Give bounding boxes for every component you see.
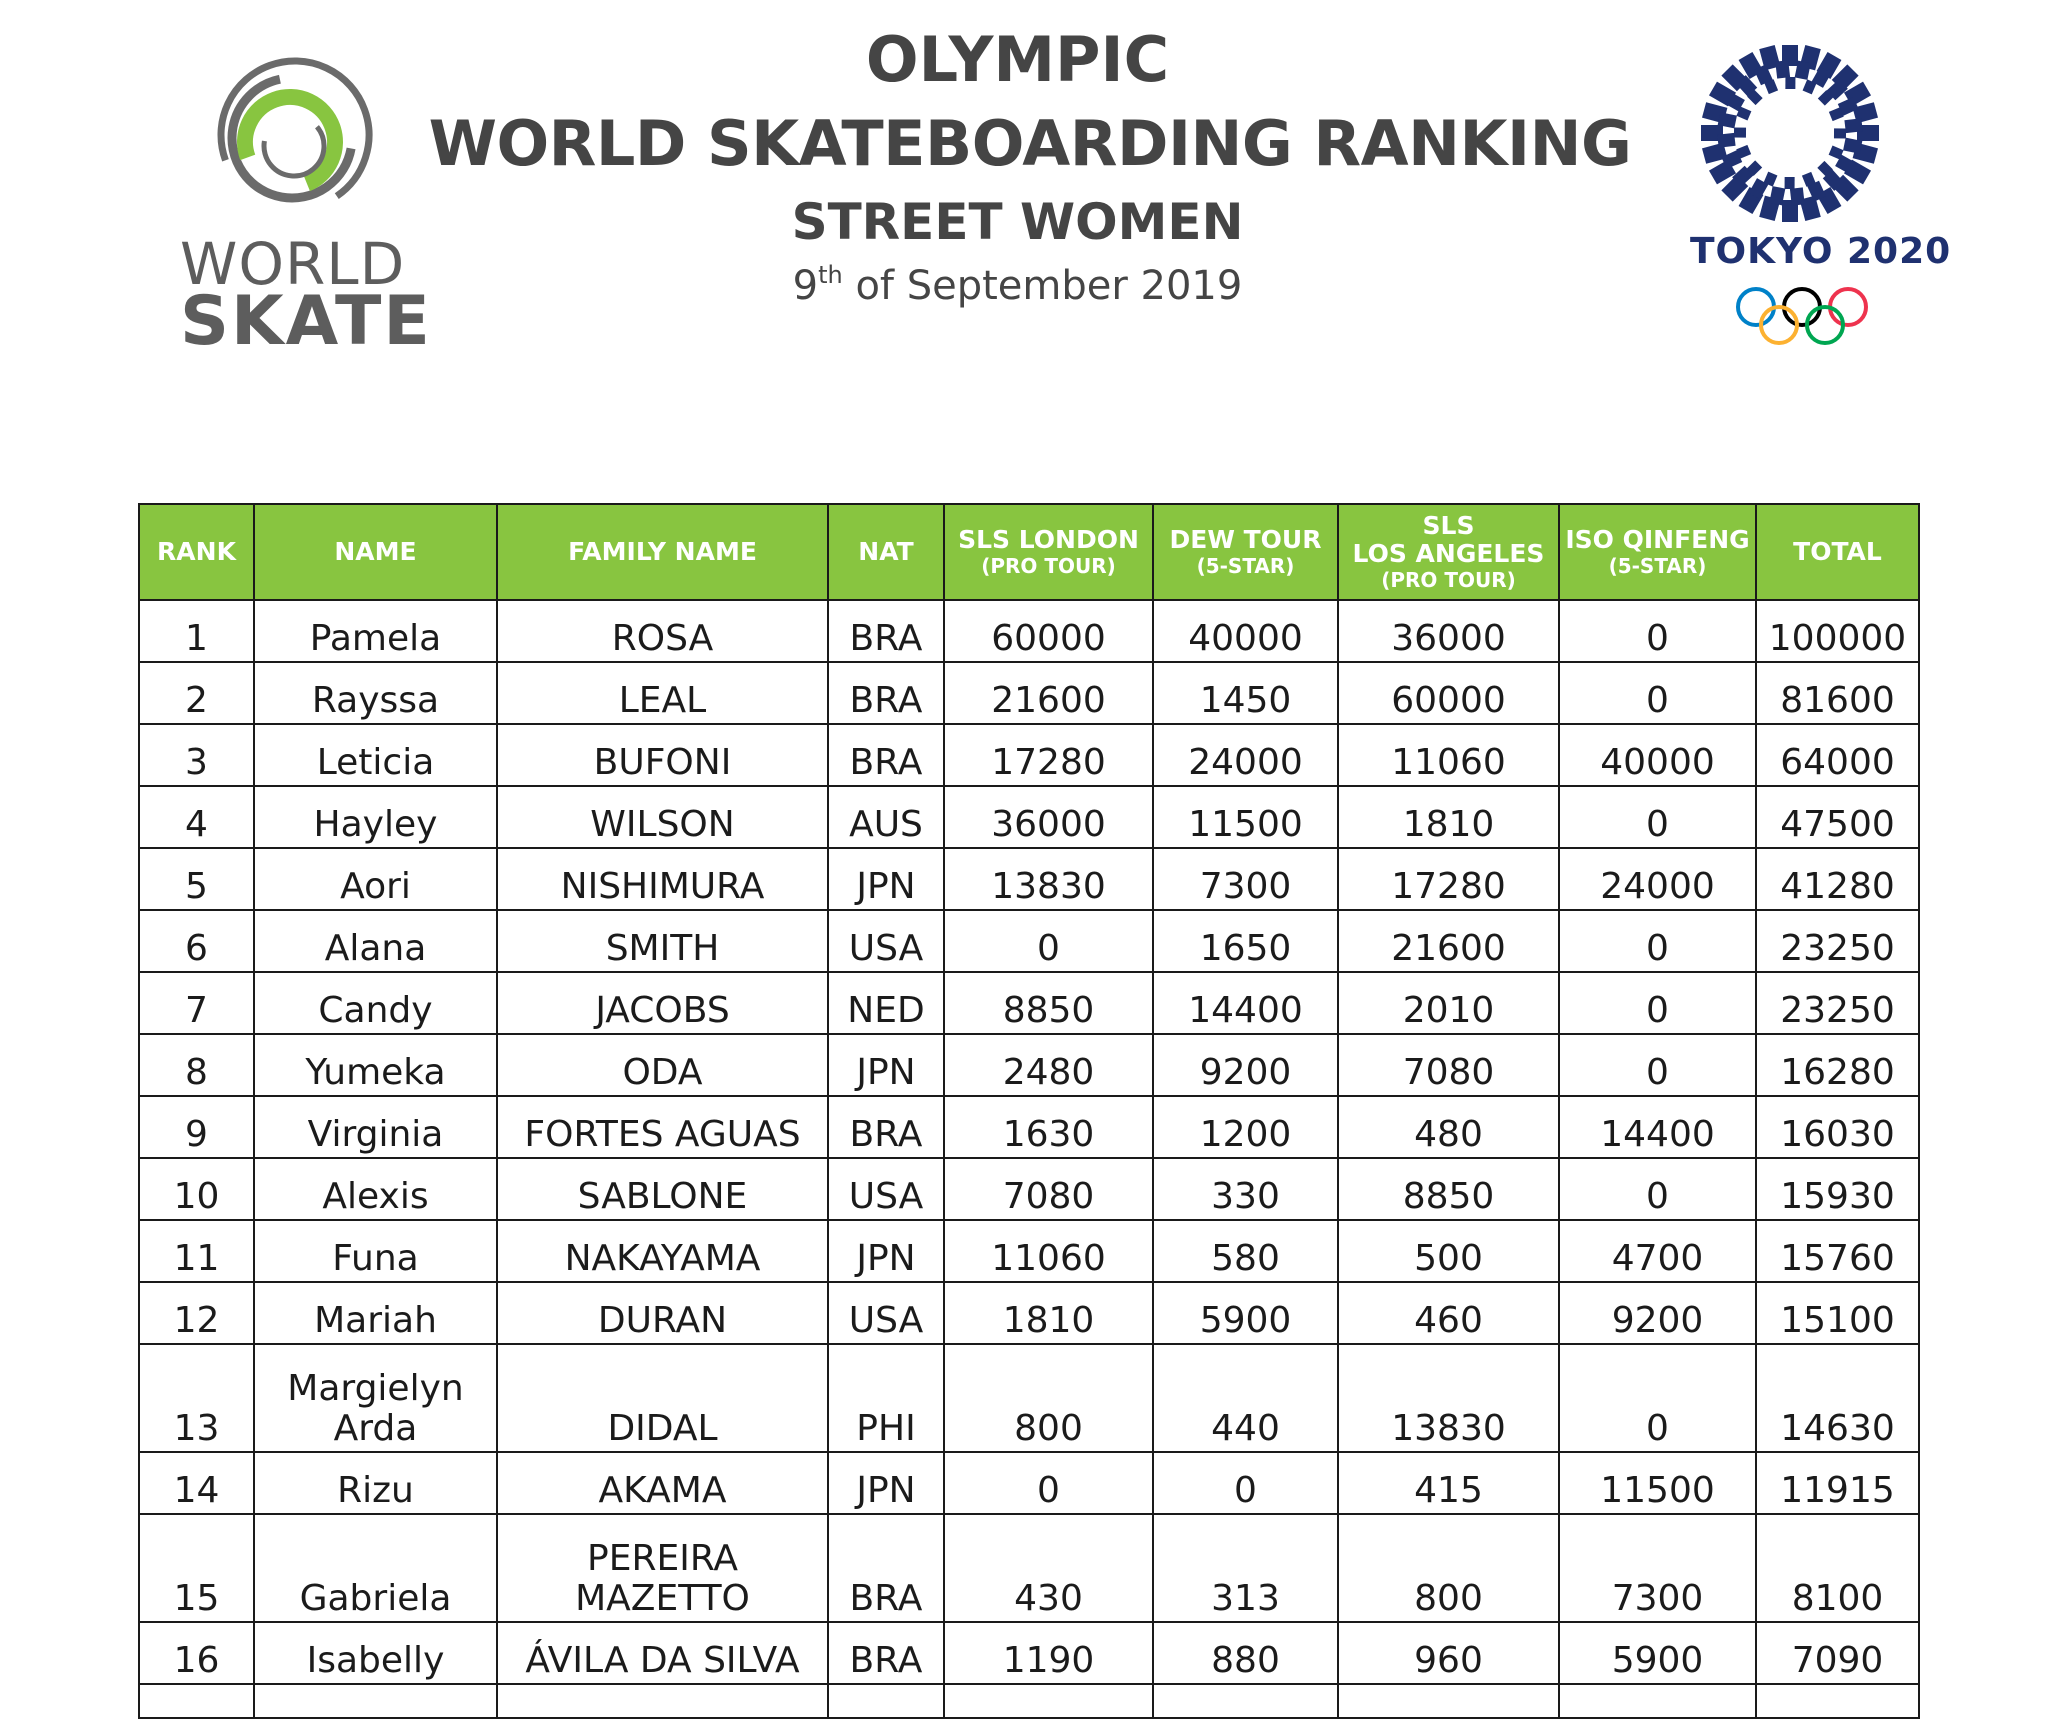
cell-total: 7090 (1756, 1622, 1919, 1684)
cell-sls-london: 8850 (944, 972, 1153, 1034)
emblem-checker (1790, 187, 1805, 205)
cell-total: 15930 (1756, 1158, 1919, 1220)
cell-total: 64000 (1756, 724, 1919, 786)
olympic-rings-icon (1732, 283, 1872, 353)
cell-nat: BRA (828, 600, 944, 662)
cell-dew-tour: 40000 (1153, 600, 1338, 662)
cell-sls-london: 17280 (944, 724, 1153, 786)
cell-name: Funa (254, 1220, 497, 1282)
cell-sls-los-angeles: 11060 (1338, 724, 1559, 786)
column-header-label: SLS (1422, 511, 1475, 540)
cell-family-name: SMITH (497, 910, 828, 972)
cell-rank: 7 (139, 972, 254, 1034)
cell-nat: JPN (828, 1452, 944, 1514)
emblem-checker (1844, 118, 1862, 133)
cell-total: 8100 (1756, 1514, 1919, 1622)
cell-sls-los-angeles: 17280 (1338, 848, 1559, 910)
cell-empty (139, 1684, 254, 1718)
cell-family-name: ÁVILA DA SILVA (497, 1622, 828, 1684)
emblem-checker (1834, 128, 1846, 138)
cell-total: 15100 (1756, 1282, 1919, 1344)
column-header-sublabel: (PRO TOUR) (981, 554, 1116, 578)
tokyo-2020-text: TOKYO 2020 (1690, 231, 1952, 272)
cell-iso-qinfeng: 7300 (1559, 1514, 1756, 1622)
cell-iso-qinfeng: 0 (1559, 1344, 1756, 1452)
world-skate-swirl-icon (210, 50, 380, 220)
cell-rank: 6 (139, 910, 254, 972)
cell-iso-qinfeng: 0 (1559, 910, 1756, 972)
cell-sls-los-angeles: 8850 (1338, 1158, 1559, 1220)
column-header-sublabel: (5-STAR) (1608, 554, 1707, 578)
cell-sls-london: 800 (944, 1344, 1153, 1452)
cell-family-name: FORTES AGUAS (497, 1096, 828, 1158)
column-header-label: LOS ANGELES (1352, 539, 1545, 568)
table-row (139, 848, 1919, 910)
cell-family-name: DURAN (497, 1282, 828, 1344)
cell-rank: 4 (139, 786, 254, 848)
cell-total: 41280 (1756, 848, 1919, 910)
tokyo-2020-logo (1690, 45, 1952, 355)
cell-dew-tour: 313 (1153, 1514, 1338, 1622)
cell-empty (497, 1684, 828, 1718)
cell-family-name: NISHIMURA (497, 848, 828, 910)
column-header-sublabel: (5-STAR) (1196, 554, 1295, 578)
cell-sls-london: 11060 (944, 1220, 1153, 1282)
title-category: STREET WOMEN (791, 193, 1244, 251)
cell-family-name: WILSON (497, 786, 828, 848)
world-skate-word-world: WORLD (180, 230, 406, 298)
column-header-rank (139, 504, 254, 600)
cell-nat: USA (828, 910, 944, 972)
table-row (139, 662, 1919, 724)
cell-total: 100000 (1756, 600, 1919, 662)
cell-name: Alexis (254, 1158, 497, 1220)
column-header-label: SLS LONDON (958, 525, 1139, 554)
cell-iso-qinfeng: 0 (1559, 662, 1756, 724)
world-skate-word-skate: SKATE (180, 282, 432, 361)
cell-total: 16280 (1756, 1034, 1919, 1096)
table-row (139, 1220, 1919, 1282)
cell-nat: BRA (828, 1096, 944, 1158)
cell-iso-qinfeng: 0 (1559, 1158, 1756, 1220)
cell-sls-london: 21600 (944, 662, 1153, 724)
column-header-label: FAMILY NAME (568, 537, 757, 566)
emblem-checker (1717, 133, 1735, 148)
ranking-date: 9th of September 2019 (792, 261, 1243, 309)
column-header-label: RANK (157, 537, 236, 566)
emblem-checker (1785, 77, 1795, 89)
cell-sls-los-angeles: 800 (1338, 1514, 1559, 1622)
table-body (139, 600, 1919, 1718)
emblem-checker (1775, 60, 1790, 78)
cell-sls-los-angeles: 960 (1338, 1622, 1559, 1684)
column-header-label: TOTAL (1793, 537, 1882, 566)
emblem-checker (1785, 177, 1795, 189)
cell-empty (828, 1684, 944, 1718)
cell-sls-london: 7080 (944, 1158, 1153, 1220)
column-header-iso-qinfeng (1559, 504, 1756, 600)
cell-dew-tour: 5900 (1153, 1282, 1338, 1344)
cell-nat: JPN (828, 848, 944, 910)
cell-name: Yumeka (254, 1034, 497, 1096)
column-header-label: NAME (334, 537, 417, 566)
cell-name: Hayley (254, 786, 497, 848)
cell-name: Alana (254, 910, 497, 972)
cell-nat: JPN (828, 1034, 944, 1096)
cell-sls-london: 0 (944, 910, 1153, 972)
column-header-sls-los-angeles (1338, 504, 1559, 600)
cell-dew-tour: 24000 (1153, 724, 1338, 786)
cell-dew-tour: 14400 (1153, 972, 1338, 1034)
cell-sls-los-angeles: 36000 (1338, 600, 1559, 662)
cell-sls-london: 13830 (944, 848, 1153, 910)
cell-sls-los-angeles: 480 (1338, 1096, 1559, 1158)
cell-sls-los-angeles: 21600 (1338, 910, 1559, 972)
cell-dew-tour: 0 (1153, 1452, 1338, 1514)
cell-family-name: ROSA (497, 600, 828, 662)
table-row (139, 1034, 1919, 1096)
cell-nat: NED (828, 972, 944, 1034)
cell-iso-qinfeng: 0 (1559, 786, 1756, 848)
cell-total: 47500 (1756, 786, 1919, 848)
cell-rank: 15 (139, 1514, 254, 1622)
column-header-sls-london (944, 504, 1153, 600)
cell-sls-los-angeles: 500 (1338, 1220, 1559, 1282)
cell-rank: 2 (139, 662, 254, 724)
table-row (139, 1344, 1919, 1452)
cell-family-name: BUFONI (497, 724, 828, 786)
cell-family-name: DIDAL (497, 1344, 828, 1452)
column-header-family-name (497, 504, 828, 600)
cell-dew-tour: 440 (1153, 1344, 1338, 1452)
cell-empty (944, 1684, 1153, 1718)
cell-iso-qinfeng: 24000 (1559, 848, 1756, 910)
cell-empty (254, 1684, 497, 1718)
title-ranking: WORLD SKATEBOARDING RANKING (428, 107, 1632, 180)
cell-dew-tour: 9200 (1153, 1034, 1338, 1096)
table-row (139, 910, 1919, 972)
cell-name: Rayssa (254, 662, 497, 724)
cell-nat: USA (828, 1282, 944, 1344)
cell-total: 16030 (1756, 1096, 1919, 1158)
cell-sls-los-angeles: 1810 (1338, 786, 1559, 848)
cell-family-name: LEAL (497, 662, 828, 724)
cell-sls-london: 2480 (944, 1034, 1153, 1096)
cell-total: 14630 (1756, 1344, 1919, 1452)
cell-dew-tour: 330 (1153, 1158, 1338, 1220)
cell-name: Pamela (254, 600, 497, 662)
cell-name: Candy (254, 972, 497, 1034)
cell-empty (1756, 1684, 1919, 1718)
cell-family-name: PEREIRA MAZETTO (497, 1514, 828, 1622)
cell-iso-qinfeng: 0 (1559, 1034, 1756, 1096)
table-row (139, 786, 1919, 848)
table-row (139, 1452, 1919, 1514)
cell-nat: JPN (828, 1220, 944, 1282)
cell-sls-london: 60000 (944, 600, 1153, 662)
table-header-row (139, 504, 1919, 600)
ranking-table (138, 503, 1920, 1719)
table-row (139, 972, 1919, 1034)
cell-sls-los-angeles: 60000 (1338, 662, 1559, 724)
cell-nat: BRA (828, 1514, 944, 1622)
cell-rank: 16 (139, 1622, 254, 1684)
column-header-name (254, 504, 497, 600)
cell-nat: AUS (828, 786, 944, 848)
cell-family-name: SABLONE (497, 1158, 828, 1220)
cell-sls-london: 430 (944, 1514, 1153, 1622)
cell-sls-london: 1190 (944, 1622, 1153, 1684)
table-row (139, 1096, 1919, 1158)
column-header-label: ISO QINFENG (1565, 525, 1750, 554)
cell-name: Aori (254, 848, 497, 910)
cell-iso-qinfeng: 14400 (1559, 1096, 1756, 1158)
cell-empty (1338, 1684, 1559, 1718)
cell-name: Virginia (254, 1096, 497, 1158)
table-row (139, 724, 1919, 786)
cell-name: Isabelly (254, 1622, 497, 1684)
cell-name: Gabriela (254, 1514, 497, 1622)
cell-dew-tour: 580 (1153, 1220, 1338, 1282)
cell-nat: BRA (828, 662, 944, 724)
cell-dew-tour: 880 (1153, 1622, 1338, 1684)
cell-total: 23250 (1756, 972, 1919, 1034)
column-header-total (1756, 504, 1919, 600)
cell-family-name: NAKAYAMA (497, 1220, 828, 1282)
table-row (139, 600, 1919, 662)
cell-sls-london: 1810 (944, 1282, 1153, 1344)
cell-iso-qinfeng: 5900 (1559, 1622, 1756, 1684)
cell-dew-tour: 1200 (1153, 1096, 1338, 1158)
cell-name: Rizu (254, 1452, 497, 1514)
cell-total: 11915 (1756, 1452, 1919, 1514)
emblem-checker (1734, 128, 1746, 138)
cell-rank: 5 (139, 848, 254, 910)
cell-iso-qinfeng: 9200 (1559, 1282, 1756, 1344)
cell-empty (1559, 1684, 1756, 1718)
cell-dew-tour: 1650 (1153, 910, 1338, 972)
cell-rank: 13 (139, 1344, 254, 1452)
world-skate-logo (170, 50, 432, 361)
table-row (139, 1514, 1919, 1622)
cell-sls-london: 1630 (944, 1096, 1153, 1158)
title-olympic: OLYMPIC (865, 23, 1170, 96)
cell-total: 23250 (1756, 910, 1919, 972)
cell-sls-london: 36000 (944, 786, 1153, 848)
cell-iso-qinfeng: 0 (1559, 972, 1756, 1034)
column-header-nat (828, 504, 944, 600)
cell-total: 15760 (1756, 1220, 1919, 1282)
cell-dew-tour: 1450 (1153, 662, 1338, 724)
cell-total: 81600 (1756, 662, 1919, 724)
table-row (139, 1282, 1919, 1344)
cell-sls-los-angeles: 7080 (1338, 1034, 1559, 1096)
cell-name: Margielyn Arda (254, 1344, 497, 1452)
cell-iso-qinfeng: 0 (1559, 600, 1756, 662)
cell-rank: 14 (139, 1452, 254, 1514)
cell-rank: 8 (139, 1034, 254, 1096)
cell-dew-tour: 11500 (1153, 786, 1338, 848)
cell-dew-tour: 7300 (1153, 848, 1338, 910)
cell-nat: BRA (828, 1622, 944, 1684)
column-header-label: NAT (858, 537, 914, 566)
cell-sls-los-angeles: 13830 (1338, 1344, 1559, 1452)
cell-family-name: ODA (497, 1034, 828, 1096)
cell-empty (1153, 1684, 1338, 1718)
table-row (139, 1158, 1919, 1220)
column-header-label: DEW TOUR (1169, 525, 1322, 554)
column-header-dew-tour (1153, 504, 1338, 600)
cell-name: Leticia (254, 724, 497, 786)
cell-iso-qinfeng: 11500 (1559, 1452, 1756, 1514)
cell-nat: BRA (828, 724, 944, 786)
table-row-cut-off (139, 1684, 1919, 1718)
cell-iso-qinfeng: 40000 (1559, 724, 1756, 786)
cell-rank: 10 (139, 1158, 254, 1220)
column-header-sublabel: (PRO TOUR) (1381, 568, 1516, 592)
cell-rank: 1 (139, 600, 254, 662)
table-row (139, 1622, 1919, 1684)
cell-sls-london: 0 (944, 1452, 1153, 1514)
cell-rank: 3 (139, 724, 254, 786)
cell-family-name: AKAMA (497, 1452, 828, 1514)
cell-rank: 11 (139, 1220, 254, 1282)
cell-sls-los-angeles: 415 (1338, 1452, 1559, 1514)
cell-nat: PHI (828, 1344, 944, 1452)
cell-sls-los-angeles: 460 (1338, 1282, 1559, 1344)
cell-name: Mariah (254, 1282, 497, 1344)
cell-rank: 12 (139, 1282, 254, 1344)
cell-family-name: JACOBS (497, 972, 828, 1034)
cell-rank: 9 (139, 1096, 254, 1158)
cell-nat: USA (828, 1158, 944, 1220)
cell-iso-qinfeng: 4700 (1559, 1220, 1756, 1282)
cell-sls-los-angeles: 2010 (1338, 972, 1559, 1034)
tokyo-emblem-icon (1690, 45, 1890, 225)
